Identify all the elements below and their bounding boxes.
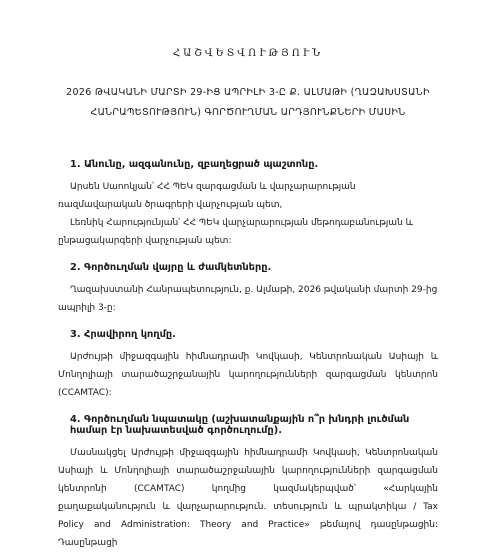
section-3-heading: 3. Հրավիրող կողմը. (70, 329, 176, 340)
section-4 (58, 414, 438, 552)
section-1 (58, 159, 438, 250)
section-1-paragraph-1: Արսեն Սաոոկյան՝ ՀՀ ՊԵԿ զարգացման և վարչարարության ռազմավարական ծրագրերի վարչության պետ, (58, 182, 356, 210)
subtitle-line-1: 2026 ԹՎԱԿԱՆԻ ՄԱՐՏԻ 29-ԻՑ ԱՊՐԻԼԻ 3-Ը Ք. ԱԼՄԱԹԻ (ՂԱԶԱԽՍՏԱՆԻ (66, 87, 430, 98)
document-title: ՀԱՇՎԵՏՎՈՒԹՅՈՒՆ (172, 48, 324, 59)
section-4-heading: 4. Գործուղման նպատակը (աշխատանքային ո՞ր խնդրի լուծման համար էր նախատեսված գործուղումը). (70, 414, 410, 436)
document-subtitle (58, 83, 438, 123)
section-1-heading: 1. Անունը, ազգանունը, զբաղեցրած պաշտոնը. (70, 159, 319, 170)
section-4-paragraph-1: Մասնակցել Արժույթի միջազգային հիմնադրամի Կովկասի, Կենտրոնական Ասիայի և Մոնղոլիայի տարածաշրջանային կարողությունների զարգացման կենտրոնի (CCAMTAC) կողմից կազմակերպված՝ «Հարկային քաղաքականություն և վարչարարություն. տեսություն և պրակտիկա / Tax Policy and Administration: Theory and Practice» թեմայով դասընթացին: Դասընթացի (58, 448, 438, 548)
section-3-paragraph-1: Արժույթի միջազգային հիմնադրամի Կովկասի, Կենտրոնական Ասիայի և Մոնղոլիայի տարածաշրջանային կարողությունների զարգացման կենտրոն (CCAMTAC): (58, 352, 438, 398)
section-1-paragraph-2: Լեռնիկ Հարությունյան՝ ՀՀ ՊԵԿ վարչարարության մեթոդաբանության և ընթացակարգերի վարչության պետ: (58, 218, 413, 246)
section-3 (58, 329, 438, 402)
section-2-paragraph-1: Ղազախստանի Հանրապետություն, ք. Ալմաթի, 2026 թվականի մարտի 29-ից ապրիլի 3-ը: (58, 285, 438, 313)
subtitle-line-2: ՀԱՆՐԱՊԵՏՈՒԹՅՈՒՆ) ԳՈՐԾՈՒՂՄԱՆ ԱՐԴՅՈՒՆՔՆԵՐԻ ՄԱՍԻՆ (90, 107, 406, 118)
section-2 (58, 262, 438, 317)
section-2-heading: 2. Գործուղման վայրը և ժամկետները. (70, 262, 272, 273)
